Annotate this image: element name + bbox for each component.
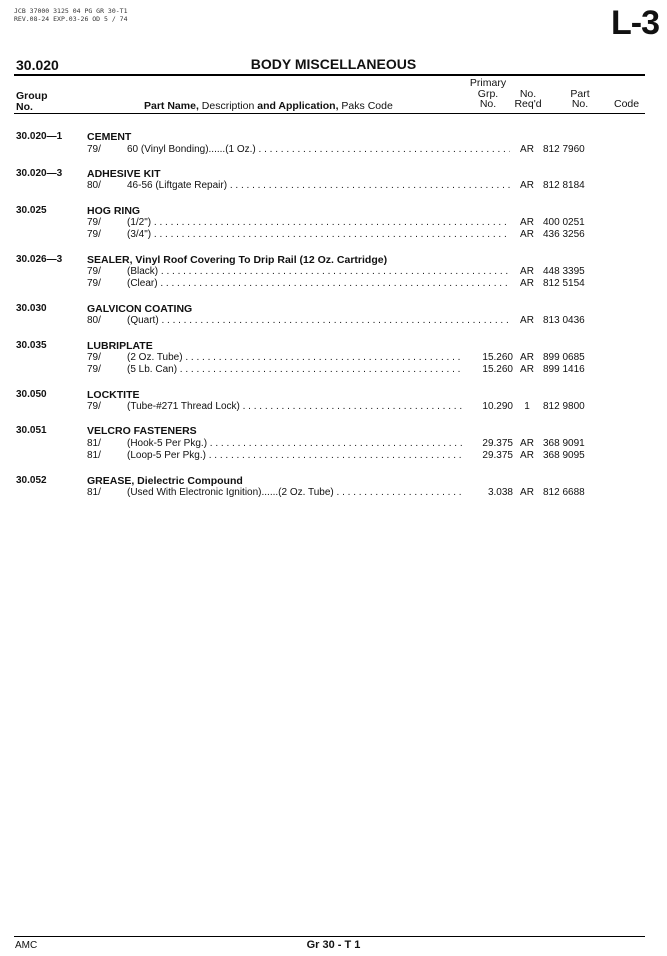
col-req-1: No.	[519, 88, 537, 100]
part-number: 899 0685	[543, 352, 585, 364]
part-number: 812 7960	[543, 143, 585, 155]
part-description: 60 (Vinyl Bonding)......(1 Oz.) . . .	[127, 144, 510, 156]
group-heading-row	[0, 205, 667, 218]
quantity-required: AR	[520, 266, 534, 278]
group-name: HOG RING	[87, 204, 141, 217]
group-heading-row	[0, 340, 667, 353]
part-description: (Quart) . . .	[127, 315, 510, 327]
quantity-required: AR	[520, 315, 534, 327]
group-number: 30.052	[16, 474, 47, 486]
group-spacer	[0, 463, 667, 475]
parts-list	[0, 131, 667, 511]
page-mark: L-3	[611, 4, 659, 42]
model-year: 81/	[87, 450, 101, 462]
part-group	[0, 254, 667, 291]
primary-group-number: 29.375	[462, 450, 513, 462]
part-description: (3/4") . . .	[127, 229, 510, 241]
primary-group-number: 29.375	[462, 438, 513, 450]
part-group	[0, 340, 667, 377]
group-name: SEALER, Vinyl Roof Covering To Drip Rail (12 Oz. Cartridge)	[87, 253, 388, 266]
col-partno-1: Part	[570, 88, 590, 100]
part-description: (Loop-5 Per Pkg.) . . .	[127, 450, 510, 462]
model-year: 79/	[87, 278, 101, 290]
part-group	[0, 205, 667, 242]
primary-group-number: 15.260	[462, 364, 513, 376]
model-year: 79/	[87, 217, 101, 229]
part-row	[0, 352, 667, 364]
part-description: (Hook-5 Per Pkg.) . . .	[127, 438, 510, 450]
part-number: 812 6688	[543, 487, 585, 499]
group-name: GREASE, Dielectric Compound	[87, 474, 243, 487]
quantity-required: 1	[524, 401, 530, 413]
model-year: 81/	[87, 437, 101, 449]
group-spacer	[0, 156, 667, 168]
group-heading-row	[0, 389, 667, 402]
group-number: 30.035	[16, 339, 47, 351]
model-year: 79/	[87, 143, 101, 155]
group-number: 30.026—3	[16, 253, 63, 265]
part-description: (5 Lb. Can) . . .	[127, 364, 510, 376]
group-spacer	[0, 377, 667, 389]
catalog-code-line: JCB 37000 3125 04 PG GR 30-T1	[14, 7, 128, 15]
col-req-2: Req'd	[514, 98, 542, 110]
group-heading-row	[0, 475, 667, 488]
col-primary-2: Grp.	[477, 88, 499, 100]
primary-group-number: 3.038	[462, 487, 513, 499]
part-group	[0, 168, 667, 193]
model-year: 79/	[87, 266, 101, 278]
section-number: 30.020	[16, 57, 59, 73]
part-row	[0, 450, 667, 462]
part-description: 46-56 (Liftgate Repair) . . .	[127, 180, 510, 192]
col-code: Code	[614, 98, 640, 110]
group-name: CEMENT	[87, 131, 132, 143]
col-partno-2: No.	[571, 98, 589, 110]
part-row	[0, 278, 667, 290]
group-spacer	[0, 242, 667, 254]
group-name: VELCRO FASTENERS	[87, 425, 197, 438]
part-description: (Used With Electronic Ignition)......(2 Oz. Tube) . . .	[127, 487, 510, 499]
quantity-required: AR	[520, 487, 534, 499]
footer-brand: AMC	[15, 940, 38, 951]
group-name: GALVICON COATING	[87, 302, 193, 315]
part-row	[0, 144, 667, 156]
col-primary-1: Primary	[469, 77, 507, 89]
part-description: (1/2") . . .	[127, 217, 510, 229]
part-group	[0, 475, 667, 500]
part-row	[0, 315, 667, 327]
part-row	[0, 229, 667, 241]
group-spacer	[0, 193, 667, 205]
part-description: (Clear) . . .	[127, 278, 510, 290]
group-heading-row	[0, 303, 667, 316]
catalog-code-block	[14, 7, 128, 23]
part-group	[0, 131, 667, 156]
quantity-required: AR	[520, 180, 534, 192]
part-row	[0, 487, 667, 499]
group-number: 30.030	[16, 302, 47, 314]
group-spacer	[0, 291, 667, 303]
group-spacer	[0, 499, 667, 511]
part-number: 812 9800	[543, 401, 585, 413]
part-description: (Tube-#271 Thread Lock) . . .	[127, 401, 510, 413]
model-year: 80/	[87, 315, 101, 327]
primary-group-number: 15.260	[462, 352, 513, 364]
part-number: 899 1416	[543, 364, 585, 376]
quantity-required: AR	[520, 217, 534, 229]
group-spacer	[0, 328, 667, 340]
model-year: 79/	[87, 229, 101, 241]
col-primary-3: No.	[479, 98, 497, 110]
part-row	[0, 401, 667, 413]
part-row	[0, 180, 667, 192]
group-name: LUBRIPLATE	[87, 339, 153, 352]
group-spacer	[0, 413, 667, 425]
part-row	[0, 438, 667, 450]
model-year: 80/	[87, 180, 101, 192]
model-year: 81/	[87, 487, 101, 499]
part-number: 400 0251	[543, 217, 585, 229]
part-group	[0, 303, 667, 328]
col-group-label: Group	[16, 90, 48, 102]
group-heading-row	[0, 168, 667, 181]
footer-divider	[14, 936, 645, 937]
quantity-required: AR	[520, 450, 534, 462]
part-description: (Black) . . .	[127, 266, 510, 278]
footer-page-ref: Gr 30 - T 1	[306, 939, 361, 951]
group-heading-row	[0, 254, 667, 267]
group-number: 30.020—1	[16, 131, 63, 142]
part-number: 448 3395	[543, 266, 585, 278]
primary-group-number: 10.290	[462, 401, 513, 413]
part-number: 436 3256	[543, 229, 585, 241]
part-number: 368 9095	[543, 450, 585, 462]
catalog-code-line: REV.08-24 EXP.03-26 OD 5 / 74	[14, 15, 128, 23]
part-number: 368 9091	[543, 437, 585, 449]
column-header-divider	[14, 113, 645, 114]
quantity-required: AR	[520, 437, 534, 449]
group-number: 30.020—3	[16, 167, 63, 179]
group-number: 30.051	[16, 425, 47, 437]
quantity-required: AR	[520, 143, 534, 155]
header-divider	[14, 74, 645, 76]
model-year: 79/	[87, 401, 101, 413]
col-group-label-2: No.	[16, 101, 33, 113]
part-group	[0, 389, 667, 414]
model-year: 79/	[87, 352, 101, 364]
part-number: 812 8184	[543, 180, 585, 192]
part-row	[0, 266, 667, 278]
group-number: 30.050	[16, 388, 47, 400]
part-description: (2 Oz. Tube) . . .	[127, 352, 510, 364]
group-heading-row	[0, 425, 667, 438]
quantity-required: AR	[520, 229, 534, 241]
part-number: 812 5154	[543, 278, 585, 290]
section-title: BODY MISCELLANEOUS	[250, 56, 417, 72]
quantity-required: AR	[520, 352, 534, 364]
group-number: 30.025	[16, 204, 47, 216]
part-number: 813 0436	[543, 315, 585, 327]
group-name: LOCKTITE	[87, 388, 140, 401]
part-row	[0, 364, 667, 376]
part-group	[0, 425, 667, 462]
quantity-required: AR	[520, 278, 534, 290]
quantity-required: AR	[520, 364, 534, 376]
model-year: 79/	[87, 364, 101, 376]
part-row	[0, 217, 667, 229]
group-heading-row	[0, 131, 667, 144]
group-name: ADHESIVE KIT	[87, 167, 161, 180]
col-part-name: Part Name, Description and Application, Paks Code	[144, 100, 393, 112]
